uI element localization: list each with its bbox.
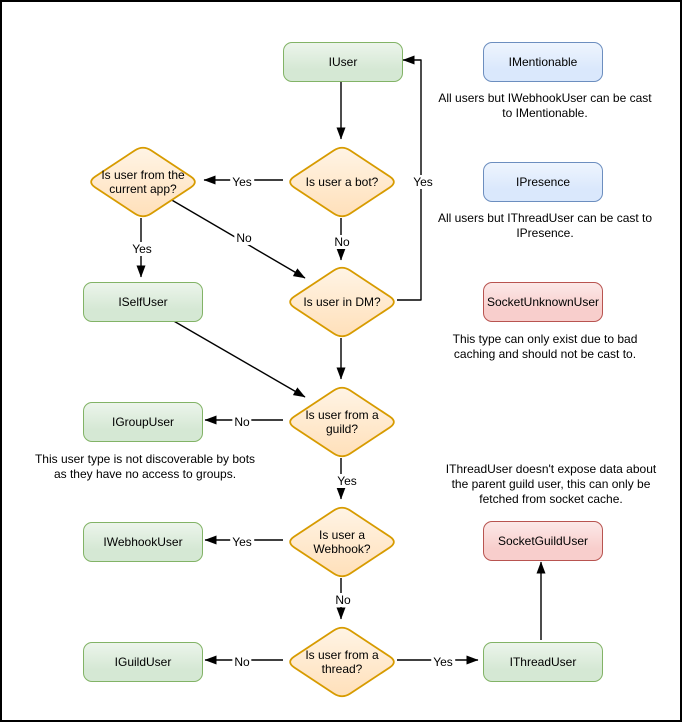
decision-is-webhook xyxy=(285,504,399,580)
note-unknown: This type can only exist due to bad caching and should not be cast to. xyxy=(452,332,638,361)
decision-from-thread-label: Is user from a thread? xyxy=(305,648,379,676)
node-iselfuser xyxy=(83,282,203,322)
edge-label-guild-no: No xyxy=(234,415,250,429)
decision-in-dm-label: Is user in DM? xyxy=(303,295,381,309)
node-ipresence xyxy=(483,162,603,202)
node-ipresence-label: IPresence xyxy=(515,175,571,189)
edge-label-thread-no: No xyxy=(234,655,250,669)
node-iuser xyxy=(283,42,403,82)
note-group: This user type is not discoverable by bots as they have no access to groups. xyxy=(34,452,256,481)
node-imentionable-label: IMentionable xyxy=(508,55,578,69)
edge-label-bot-yes: Yes xyxy=(232,175,252,189)
node-socketguilduser-label: SocketGuildUser xyxy=(497,534,589,548)
decision-from-guild-label: Is user from a guild? xyxy=(305,408,379,436)
node-socketunknownuser xyxy=(483,282,603,322)
node-iselfuser-label: ISelfUser xyxy=(118,295,168,309)
node-iguilduser xyxy=(83,642,203,682)
note-mentionable: All users but IWebhookUser can be cast to IMentionable. xyxy=(438,91,652,120)
node-iuser-label: IUser xyxy=(328,55,358,69)
node-igroupuser-label: IGroupUser xyxy=(111,415,175,429)
edge-label-dm-yes: Yes xyxy=(413,175,433,189)
decision-is-bot xyxy=(285,144,399,220)
edge-label-thread-yes: Yes xyxy=(433,655,453,669)
decision-from-thread xyxy=(285,624,399,700)
edge-label-guild-yes: Yes xyxy=(337,474,357,488)
node-socketunknownuser-label: SocketUnknownUser xyxy=(486,295,600,309)
node-iwebhookuser xyxy=(83,522,203,562)
note-presence: All users but IThreadUser can be cast to IPresence. xyxy=(437,211,653,240)
node-iguilduser-label: IGuildUser xyxy=(114,655,172,669)
node-socketguilduser xyxy=(483,521,603,561)
node-imentionable xyxy=(483,42,603,82)
edge-label-webhook-yes: Yes xyxy=(232,535,252,549)
decision-current-app xyxy=(86,144,200,220)
decision-current-app-label: Is user from the current app? xyxy=(101,168,185,196)
decision-in-dm xyxy=(285,264,399,340)
note-thread: IThreadUser doesn't expose data about the parent guild user, this can only be fetched from socket cache. xyxy=(445,462,657,506)
node-ithreaduser-label: IThreadUser xyxy=(509,655,577,669)
node-iwebhookuser-label: IWebhookUser xyxy=(103,535,183,549)
decision-is-webhook-label: Is user a Webhook? xyxy=(313,528,371,556)
edge-label-app-no: No xyxy=(236,231,252,245)
node-igroupuser xyxy=(83,402,203,442)
edge-label-bot-no: No xyxy=(334,235,350,249)
edge-label-webhook-no: No xyxy=(335,593,351,607)
decision-from-guild xyxy=(285,384,399,460)
edge-label-app-yes: Yes xyxy=(132,242,152,256)
node-ithreaduser xyxy=(483,642,603,682)
decision-is-bot-label: Is user a bot? xyxy=(305,175,379,189)
